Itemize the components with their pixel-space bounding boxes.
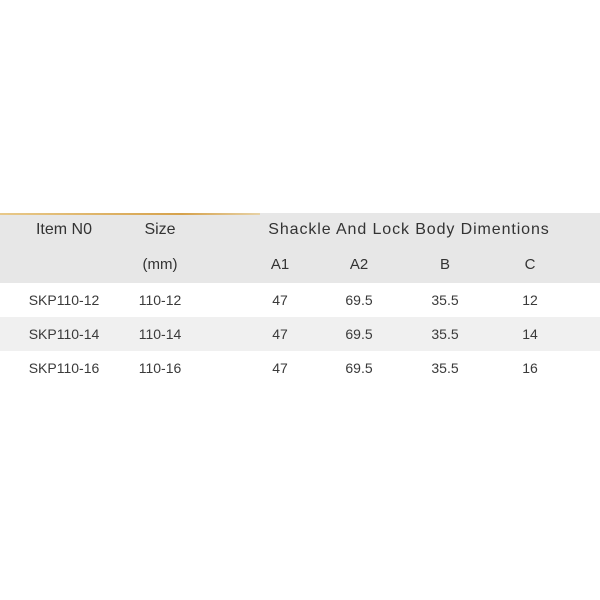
subheader-b: B [439,256,450,273]
row-c: 14 [522,326,538,342]
table-subheader-row [0,246,600,283]
table-row [0,317,600,351]
row-item-no: SKP110-14 [28,326,100,342]
header-size: Size [144,220,176,238]
subheader-c: C [524,256,536,273]
table-row [0,283,600,317]
row-a2: 69.5 [345,360,373,376]
row-item-no: SKP110-16 [28,360,100,376]
row-b: 35.5 [431,292,459,308]
row-c: 16 [522,360,538,376]
row-b: 35.5 [431,360,459,376]
row-a1: 47 [272,292,288,308]
row-size: 110-12 [138,292,182,308]
row-size: 110-16 [138,360,182,376]
subheader-size-unit: (mm) [142,256,178,273]
row-a1: 47 [272,326,288,342]
table-header-row [0,213,600,246]
subheader-a1: A1 [270,256,290,273]
row-item-no: SKP110-12 [28,292,100,308]
row-size: 110-14 [138,326,182,342]
subheader-a2: A2 [349,256,369,273]
row-b: 35.5 [431,326,459,342]
row-a2: 69.5 [345,326,373,342]
row-c: 12 [522,292,538,308]
header-dimensions-title: Shackle And Lock Body Dimentions [268,220,550,238]
header-item-no: Item N0 [35,220,92,238]
row-a2: 69.5 [345,292,373,308]
row-a1: 47 [272,360,288,376]
table-row [0,351,600,385]
